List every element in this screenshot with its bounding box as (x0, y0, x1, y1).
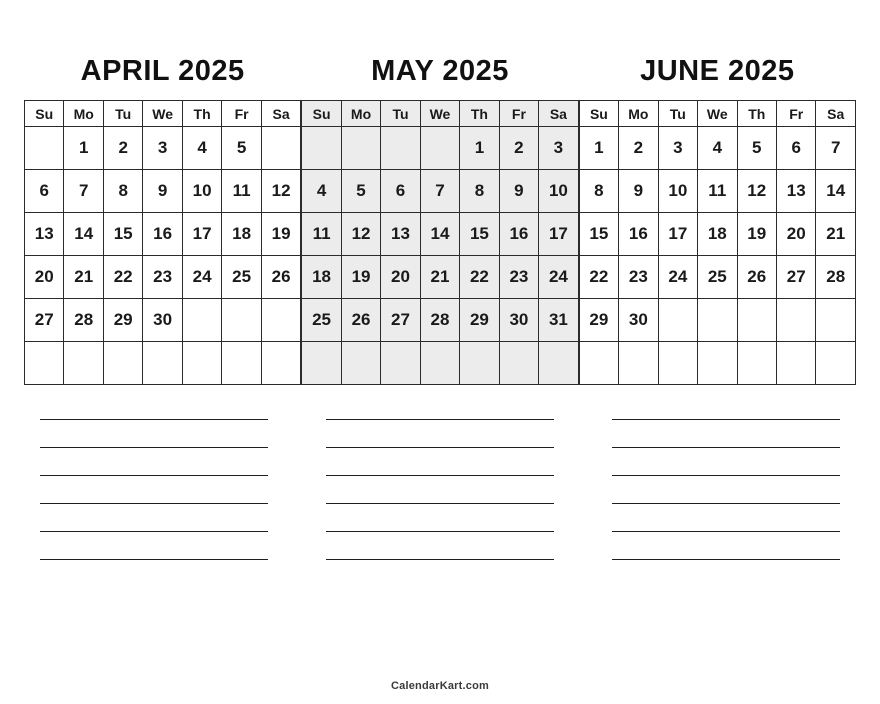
weekday-header-row (579, 101, 855, 127)
calendar-day-cell-empty (381, 342, 420, 385)
calendar-table-may (301, 100, 578, 385)
calendar-day-cell: 22 (103, 256, 142, 299)
calendar-day-cell-empty (658, 299, 697, 342)
weekday-header-we: We (698, 101, 737, 127)
calendar-week-row (579, 342, 855, 385)
calendar-week-row (302, 256, 578, 299)
weekday-header-th: Th (737, 101, 776, 127)
calendar-day-cell: 20 (381, 256, 420, 299)
calendar-day-cell-empty (381, 127, 420, 170)
calendar-day-cell-empty (222, 299, 261, 342)
calendar-day-cell: 11 (302, 213, 341, 256)
calendar-day-cell: 17 (658, 213, 697, 256)
calendar-day-cell: 6 (25, 170, 64, 213)
calendar-day-cell-empty (261, 299, 301, 342)
calendar-day-cell-empty (816, 342, 856, 385)
note-line (326, 447, 554, 448)
calendar-day-cell: 23 (619, 256, 658, 299)
calendar-day-cell: 30 (619, 299, 658, 342)
weekday-header-sa: Sa (539, 101, 579, 127)
calendar-day-cell: 5 (737, 127, 776, 170)
calendar-day-cell-empty (222, 342, 261, 385)
weekday-header-sa: Sa (261, 101, 301, 127)
calendar-day-cell: 25 (698, 256, 737, 299)
calendar-day-cell-empty (25, 127, 64, 170)
calendar-grids (0, 100, 880, 385)
calendar-day-cell: 18 (222, 213, 261, 256)
weekday-header-su: Su (579, 101, 618, 127)
calendar-day-cell: 5 (341, 170, 380, 213)
calendar-day-cell-empty (103, 342, 142, 385)
calendar-week-row (25, 299, 301, 342)
calendar-day-cell: 2 (103, 127, 142, 170)
calendar-day-cell: 12 (261, 170, 301, 213)
weekday-header-row (25, 101, 301, 127)
weekday-header-th: Th (460, 101, 499, 127)
calendar-day-cell-empty (619, 342, 658, 385)
calendar-day-cell: 4 (698, 127, 737, 170)
note-line (326, 559, 554, 560)
calendar-day-cell: 17 (539, 213, 579, 256)
calendar-day-cell: 30 (499, 299, 538, 342)
calendar-day-cell: 31 (539, 299, 579, 342)
note-line (612, 475, 840, 476)
calendar-day-cell: 23 (143, 256, 182, 299)
month-title-may: MAY 2025 (371, 55, 509, 87)
month-title-april: APRIL 2025 (80, 55, 245, 87)
weekday-header-su: Su (302, 101, 341, 127)
calendar-day-cell: 9 (143, 170, 182, 213)
weekday-header-mo: Mo (64, 101, 103, 127)
calendar-day-cell: 16 (499, 213, 538, 256)
calendar-table-april (24, 100, 301, 385)
calendar-day-cell-empty (25, 342, 64, 385)
calendar-day-cell: 29 (103, 299, 142, 342)
calendar-day-cell: 11 (222, 170, 261, 213)
calendar-week-row (302, 299, 578, 342)
calendar-day-cell: 19 (341, 256, 380, 299)
calendar-day-cell: 27 (25, 299, 64, 342)
weekday-header-we: We (420, 101, 459, 127)
note-line (612, 559, 840, 560)
calendar-day-cell: 4 (302, 170, 341, 213)
calendar-day-cell: 27 (777, 256, 816, 299)
notes-column (24, 419, 284, 560)
calendar-day-cell: 24 (539, 256, 579, 299)
calendar-day-cell: 3 (658, 127, 697, 170)
calendar-day-cell: 20 (777, 213, 816, 256)
weekday-header-fr: Fr (222, 101, 261, 127)
calendar-day-cell: 10 (658, 170, 697, 213)
note-line (612, 419, 840, 420)
notes-column (596, 419, 856, 560)
calendar-day-cell: 6 (777, 127, 816, 170)
calendar-day-cell: 19 (737, 213, 776, 256)
calendar-day-cell: 8 (460, 170, 499, 213)
calendar-week-row (302, 127, 578, 170)
calendar-week-row (579, 127, 855, 170)
calendar-day-cell-empty (499, 342, 538, 385)
weekday-header-we: We (143, 101, 182, 127)
calendar-day-cell: 13 (381, 213, 420, 256)
calendar-day-cell: 13 (777, 170, 816, 213)
calendar-day-cell: 12 (737, 170, 776, 213)
note-line (326, 503, 554, 504)
weekday-header-su: Su (25, 101, 64, 127)
calendar-day-cell: 13 (25, 213, 64, 256)
calendar-day-cell-empty (737, 299, 776, 342)
calendar-week-row (579, 213, 855, 256)
calendar-day-cell: 7 (64, 170, 103, 213)
calendar-day-cell: 21 (420, 256, 459, 299)
weekday-header-row (302, 101, 578, 127)
calendar-day-cell: 25 (302, 299, 341, 342)
calendar-page (0, 44, 880, 704)
calendar-day-cell-empty (64, 342, 103, 385)
calendar-day-cell-empty (261, 342, 301, 385)
calendar-day-cell: 1 (579, 127, 618, 170)
weekday-header-tu: Tu (658, 101, 697, 127)
calendar-day-cell-empty (816, 299, 856, 342)
calendar-day-cell: 21 (816, 213, 856, 256)
calendar-table-june (579, 100, 856, 385)
calendar-day-cell-empty (302, 342, 341, 385)
note-line (612, 447, 840, 448)
calendar-day-cell: 12 (341, 213, 380, 256)
calendar-day-cell: 7 (816, 127, 856, 170)
note-line (40, 447, 268, 448)
calendar-day-cell: 18 (302, 256, 341, 299)
calendar-day-cell: 28 (64, 299, 103, 342)
calendar-day-cell: 8 (103, 170, 142, 213)
calendar-day-cell: 3 (539, 127, 579, 170)
calendar-day-cell: 17 (182, 213, 221, 256)
calendar-day-cell-empty (658, 342, 697, 385)
calendar-day-cell: 16 (143, 213, 182, 256)
calendar-day-cell: 26 (261, 256, 301, 299)
calendar-day-cell: 27 (381, 299, 420, 342)
calendar-week-row (579, 256, 855, 299)
calendar-day-cell: 30 (143, 299, 182, 342)
note-line (40, 419, 268, 420)
note-line (612, 503, 840, 504)
footer-credit: CalendarKart.com (391, 680, 489, 692)
weekday-header-fr: Fr (499, 101, 538, 127)
calendar-week-row (302, 213, 578, 256)
weekday-header-tu: Tu (103, 101, 142, 127)
note-line (40, 559, 268, 560)
calendar-day-cell: 22 (460, 256, 499, 299)
calendar-day-cell: 9 (499, 170, 538, 213)
calendar-day-cell: 18 (698, 213, 737, 256)
calendar-day-cell: 15 (579, 213, 618, 256)
calendar-day-cell: 24 (658, 256, 697, 299)
calendar-day-cell-empty (143, 342, 182, 385)
note-line (40, 531, 268, 532)
calendar-day-cell: 19 (261, 213, 301, 256)
calendar-day-cell: 16 (619, 213, 658, 256)
calendar-day-cell: 10 (182, 170, 221, 213)
calendar-day-cell: 11 (698, 170, 737, 213)
calendar-day-cell: 15 (103, 213, 142, 256)
weekday-header-sa: Sa (816, 101, 856, 127)
calendar-day-cell: 26 (341, 299, 380, 342)
weekday-header-fr: Fr (777, 101, 816, 127)
calendar-day-cell: 14 (64, 213, 103, 256)
notes-area (0, 419, 880, 560)
calendar-day-cell: 20 (25, 256, 64, 299)
note-line (40, 475, 268, 476)
calendar-day-cell-empty (341, 127, 380, 170)
calendar-day-cell: 25 (222, 256, 261, 299)
calendar-day-cell-empty (302, 127, 341, 170)
calendar-day-cell-empty (777, 342, 816, 385)
calendar-day-cell-empty (539, 342, 579, 385)
calendar-day-cell-empty (341, 342, 380, 385)
calendar-day-cell-empty (698, 299, 737, 342)
calendar-day-cell: 7 (420, 170, 459, 213)
note-line (326, 419, 554, 420)
month-titles (0, 44, 880, 86)
calendar-day-cell: 6 (381, 170, 420, 213)
calendar-week-row (25, 342, 301, 385)
calendar-day-cell-empty (420, 342, 459, 385)
calendar-day-cell: 22 (579, 256, 618, 299)
calendar-day-cell: 28 (816, 256, 856, 299)
calendar-day-cell-empty (261, 127, 301, 170)
note-line (326, 531, 554, 532)
calendar-week-row (25, 127, 301, 170)
calendar-day-cell: 5 (222, 127, 261, 170)
note-line (40, 503, 268, 504)
calendar-week-row (302, 342, 578, 385)
calendar-day-cell: 23 (499, 256, 538, 299)
weekday-header-tu: Tu (381, 101, 420, 127)
calendar-day-cell-empty (698, 342, 737, 385)
calendar-week-row (25, 213, 301, 256)
calendar-day-cell: 3 (143, 127, 182, 170)
calendar-day-cell: 1 (460, 127, 499, 170)
weekday-header-mo: Mo (341, 101, 380, 127)
calendar-day-cell-empty (460, 342, 499, 385)
calendar-day-cell-empty (182, 299, 221, 342)
calendar-day-cell: 9 (619, 170, 658, 213)
calendar-day-cell: 29 (460, 299, 499, 342)
note-line (326, 475, 554, 476)
calendar-day-cell-empty (420, 127, 459, 170)
calendar-day-cell: 14 (420, 213, 459, 256)
calendar-day-cell: 28 (420, 299, 459, 342)
calendar-day-cell-empty (777, 299, 816, 342)
calendar-day-cell: 1 (64, 127, 103, 170)
calendar-day-cell: 21 (64, 256, 103, 299)
calendar-week-row (579, 299, 855, 342)
calendar-day-cell: 14 (816, 170, 856, 213)
calendar-day-cell-empty (737, 342, 776, 385)
calendar-day-cell: 15 (460, 213, 499, 256)
weekday-header-mo: Mo (619, 101, 658, 127)
calendar-day-cell: 4 (182, 127, 221, 170)
calendar-day-cell: 2 (499, 127, 538, 170)
calendar-day-cell: 2 (619, 127, 658, 170)
calendar-day-cell: 29 (579, 299, 618, 342)
calendar-day-cell-empty (579, 342, 618, 385)
weekday-header-th: Th (182, 101, 221, 127)
calendar-day-cell: 26 (737, 256, 776, 299)
calendar-day-cell: 8 (579, 170, 618, 213)
calendar-week-row (302, 170, 578, 213)
calendar-week-row (25, 170, 301, 213)
note-line (612, 531, 840, 532)
calendar-week-row (579, 170, 855, 213)
calendar-day-cell: 24 (182, 256, 221, 299)
calendar-day-cell-empty (182, 342, 221, 385)
calendar-day-cell: 10 (539, 170, 579, 213)
calendar-week-row (25, 256, 301, 299)
month-title-june: JUNE 2025 (640, 55, 795, 87)
notes-column (310, 419, 570, 560)
